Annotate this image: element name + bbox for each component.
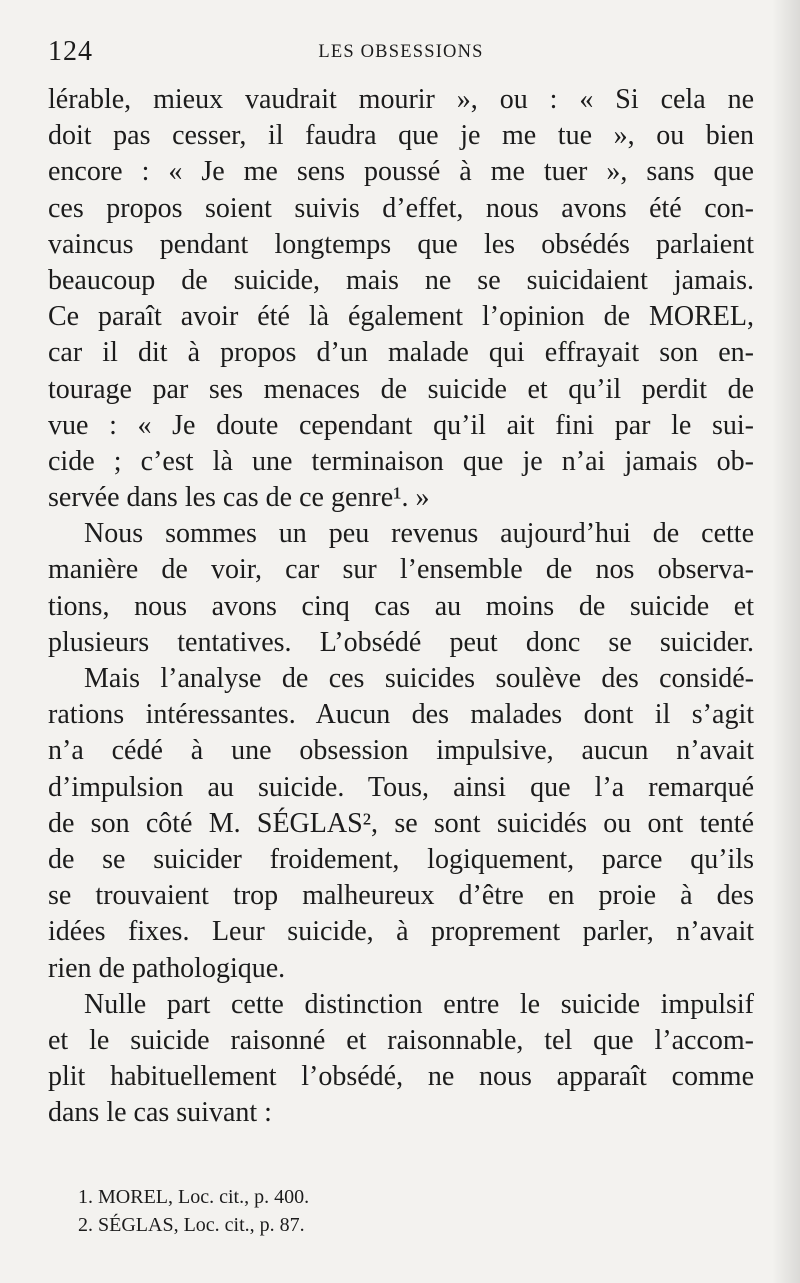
- text-line: encore : « Je me sens poussé à me tuer », sans que: [48, 156, 754, 188]
- text-line: d’impulsion au suicide. Tous, ainsi que l’a remarqué: [48, 771, 754, 803]
- text-line: tourage par ses menaces de suicide et qu’il perdit de: [48, 373, 754, 405]
- text-line: rien de pathologique.: [48, 952, 286, 984]
- running-title: LES OBSESSIONS: [318, 42, 484, 62]
- text-line: n’a cédé à une obsession impulsive, aucun n’avait: [48, 735, 754, 767]
- paragraph-first-line: Mais l’analyse de ces suicides soulève des considé-: [84, 663, 754, 694]
- text-line: dans le cas suivant :: [48, 1097, 272, 1129]
- text-line: servée dans les cas de ce genre¹. »: [48, 482, 430, 514]
- page-number: 124: [48, 36, 93, 67]
- text-line: ces propos soient suivis d’effet, nous avons été con-: [48, 192, 754, 224]
- text-line: idées fixes. Leur suicide, à proprement parler, n’avait: [48, 916, 754, 948]
- text-line: tions, nous avons cinq cas au moins de suicide et: [48, 590, 754, 622]
- text-line: plusieurs tentatives. L’obsédé peut donc se suicider.: [48, 626, 754, 658]
- text-line: de son côté M. SÉGLAS², se sont suicidés ou ont tenté: [48, 807, 754, 839]
- text-line: se trouvaient trop malheureux d’être en proie à des: [48, 880, 754, 912]
- footnote: 1. MOREL, Loc. cit., p. 400.: [78, 1186, 310, 1208]
- text-line: doit pas cesser, il faudra que je me tue », ou bien: [48, 120, 754, 152]
- text-line: rations intéressantes. Aucun des malades dont il s’agit: [48, 699, 754, 731]
- text-line: de se suicider froidement, logiquement, parce qu’ils: [48, 843, 754, 875]
- footnote: 2. SÉGLAS, Loc. cit., p. 87.: [78, 1214, 305, 1236]
- paragraph-first-line: Nous sommes un peu revenus aujourd’hui de cette: [84, 518, 754, 550]
- text-line: Ce paraît avoir été là également l’opinion de MOREL,: [48, 301, 754, 333]
- text-line: manière de voir, car sur l’ensemble de nos observa-: [48, 554, 754, 586]
- paragraph-first-line: Nulle part cette distinction entre le suicide impulsif: [84, 988, 754, 1020]
- running-head: [48, 36, 754, 70]
- text-line: car il dit à propos d’un malade qui effrayait son en-: [48, 337, 754, 369]
- text-line: lérable, mieux vaudrait mourir », ou : « Si cela ne: [48, 84, 754, 115]
- text-line: vaincus pendant longtemps que les obsédés parlaient: [48, 228, 754, 260]
- body-text: [48, 82, 754, 1131]
- footnotes: [78, 1183, 678, 1239]
- text-line: vue : « Je doute cependant qu’il ait fini par le sui-: [48, 409, 754, 441]
- text-line: cide ; c’est là une terminaison que je n’ai jamais ob-: [48, 445, 754, 477]
- text-line: plit habituellement l’obsédé, ne nous apparaît comme: [48, 1061, 754, 1093]
- text-line: et le suicide raisonné et raisonnable, tel que l’accom-: [48, 1024, 754, 1056]
- text-line: beaucoup de suicide, mais ne se suicidaient jamais.: [48, 264, 754, 296]
